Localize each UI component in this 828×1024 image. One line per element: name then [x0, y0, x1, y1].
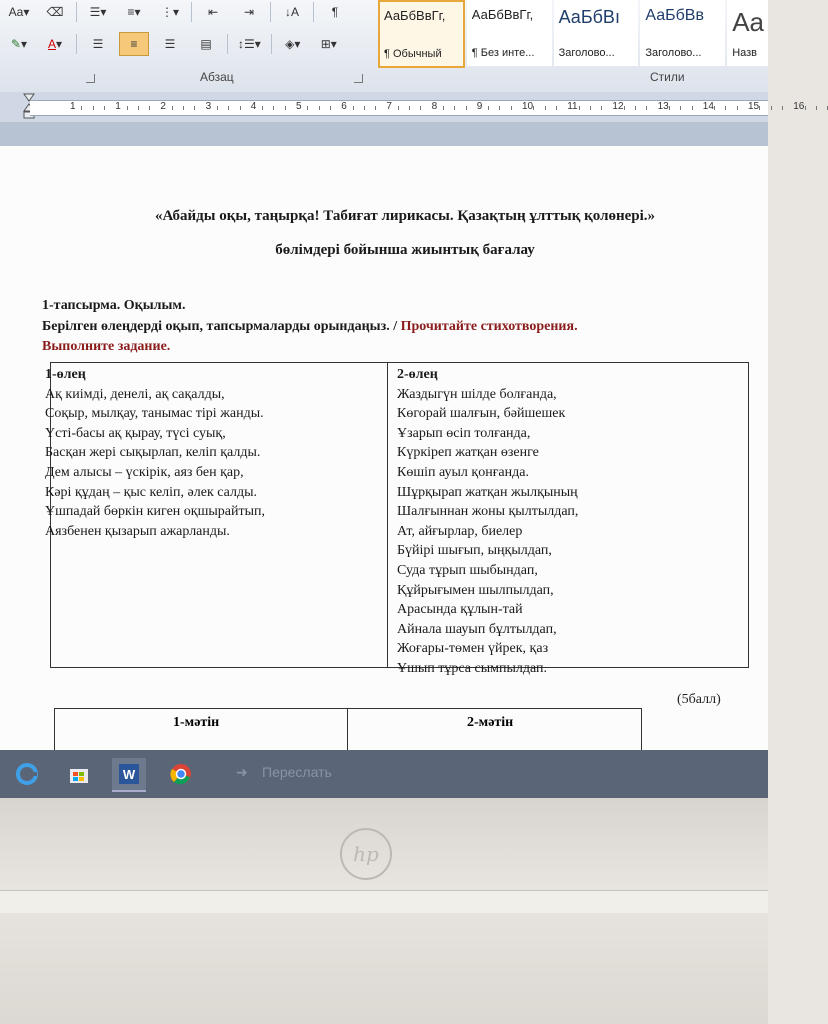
- ribbon-separator: [76, 34, 77, 54]
- ruler-tick: [680, 106, 681, 110]
- style-name: ¶ Без инте...: [471, 47, 535, 59]
- show-formatting-button[interactable]: ¶: [331, 5, 339, 19]
- ruler-tick: [319, 106, 320, 110]
- ruler-tick: [771, 106, 772, 110]
- style-name: Заголово...: [645, 47, 702, 59]
- ruler-number: 1: [70, 101, 76, 112]
- ruler-number: 14: [702, 101, 714, 112]
- ruler-tick: [420, 106, 421, 110]
- ruler-tick: [759, 106, 760, 110]
- highlight-color-button[interactable]: ✎ ▾: [10, 37, 28, 51]
- ruler-tick: [590, 106, 591, 110]
- table-header-2: 2-мәтін: [467, 715, 514, 730]
- ruler-strip: [30, 100, 805, 116]
- table-divider: [347, 709, 348, 753]
- group-label-styles: Стили: [650, 70, 685, 84]
- poem-line: Шалғыннан жоны қылтылдап,: [397, 504, 579, 520]
- increase-indent-button[interactable]: ⇥: [243, 5, 255, 19]
- table-header-1: 1-мәтін: [173, 715, 220, 730]
- style-preview: Aa: [732, 7, 764, 37]
- shading-button[interactable]: ◈▾: [285, 37, 301, 51]
- horizontal-ruler[interactable]: [0, 92, 805, 122]
- ruler-number: 2: [160, 101, 166, 112]
- poem-line: Айнала шауып бұлтылдап,: [397, 621, 557, 637]
- ruler-tick: [579, 106, 580, 110]
- ruler-tick: [375, 106, 376, 110]
- align-right-button[interactable]: ☰: [164, 37, 176, 51]
- style-name: Заголово...: [558, 47, 615, 59]
- ruler-tick: [816, 106, 817, 110]
- poem-line: Ұшып тұрса сымпылдап.: [397, 660, 548, 676]
- align-center-button[interactable]: ≡: [119, 32, 149, 56]
- ruler-tick: [692, 106, 693, 110]
- ruler-number: 10: [522, 101, 534, 112]
- poem-1: [45, 365, 265, 541]
- ruler-tick: [669, 106, 670, 110]
- ruler-tick: [172, 106, 173, 110]
- align-left-button[interactable]: ☰: [92, 37, 104, 51]
- ruler-tick: [737, 106, 738, 110]
- ruler-number: 15: [748, 101, 760, 112]
- poem-line: Дем алысы – үскірік, аяз бен қар,: [45, 464, 244, 480]
- poem-line: Құйрығымен шылпылдап,: [397, 582, 554, 598]
- chrome-browser-icon[interactable]: [164, 758, 198, 790]
- style-normal[interactable]: [378, 0, 465, 68]
- ruler-tick: [646, 106, 647, 110]
- ruler-number: 12: [612, 101, 624, 112]
- ruler-tick: [454, 106, 455, 110]
- ruler-tick: [556, 106, 557, 110]
- styles-gallery: [376, 0, 768, 66]
- poem-line: Жоғары-төмен үйрек, қаз: [397, 641, 549, 657]
- change-case-button[interactable]: Aa ▾: [8, 5, 30, 19]
- style-no-spacing[interactable]: [467, 0, 552, 66]
- style-title[interactable]: [727, 0, 768, 66]
- ruler-tick: [330, 106, 331, 110]
- ruler-tick: [545, 106, 546, 110]
- poem-line: Шұрқырап жатқан жылқының: [397, 484, 578, 500]
- ruler-number: 11: [567, 101, 578, 112]
- word-app-icon[interactable]: [112, 758, 146, 792]
- poem-line: Ат, айғырлар, биелер: [397, 523, 523, 539]
- task-instruction-kz: Берілген өлеңдерді оқып, тапсырмаларды орындаңыз. /: [42, 319, 398, 334]
- ruler-number: 5: [296, 101, 302, 112]
- ruler-number: 13: [657, 101, 669, 112]
- table-divider: [387, 363, 388, 667]
- ruler-tick: [364, 106, 365, 110]
- ruler-tick: [353, 106, 354, 110]
- poem-line: Жаздыгүн шілде болғанда,: [397, 386, 557, 402]
- ruler-number: 16: [793, 101, 805, 112]
- ruler-tick: [194, 106, 195, 110]
- ruler-tick: [466, 106, 467, 110]
- svg-text:W: W: [122, 767, 136, 782]
- poem-line: Соқыр, мылқау, танымас тірі жанды.: [45, 406, 264, 422]
- ruler-number: 1: [115, 101, 121, 112]
- multilevel-list-button[interactable]: ⋮▾: [160, 5, 180, 19]
- poem-line: Ақ киімді, денелі, ақ сақалды,: [45, 386, 225, 402]
- bullets-button[interactable]: ☰▾: [89, 5, 107, 19]
- font-color-icon: A: [47, 37, 56, 51]
- edge-browser-icon[interactable]: [10, 758, 44, 790]
- ribbon-separator: [313, 2, 314, 22]
- task-instruction: [42, 319, 578, 335]
- ruler-number: 8: [431, 101, 438, 112]
- ruler-tick: [127, 106, 128, 110]
- borders-button[interactable]: ⊞▾: [320, 37, 337, 51]
- store-icon[interactable]: [62, 758, 96, 790]
- laptop-edge: [0, 890, 768, 913]
- ruler-tick: [624, 106, 625, 110]
- score-label: (5балл): [677, 692, 721, 707]
- paragraph-group-launcher[interactable]: [354, 74, 363, 83]
- poem-line: Күркіреп жатқан өзенге: [397, 445, 539, 461]
- poem-line: Ұшпадай бөркін киген оқшырайтып,: [45, 504, 266, 520]
- ruler-tick: [104, 106, 105, 110]
- poem-2-heading: 2-өлең: [397, 367, 438, 382]
- ribbon: [0, 0, 768, 93]
- poem-line: Көгорай шалғын, бәйшешек: [397, 406, 566, 422]
- laptop-bezel: [0, 798, 768, 1024]
- ruler-tick: [81, 106, 82, 110]
- task-title: 1-тапсырма. Оқылым.: [42, 298, 186, 313]
- taskbar-dim-text: Переслать: [262, 764, 332, 780]
- poem-line: Аязбенен қызарып ажарланды.: [45, 523, 230, 539]
- ruler-tick: [714, 106, 715, 110]
- ruler-tick: [725, 106, 726, 110]
- ruler-tick: [273, 106, 274, 110]
- ruler-tick: [93, 106, 94, 110]
- hp-logo: hp: [340, 828, 392, 880]
- task-instruction-ru-1: Прочитайте стихотворения.: [400, 319, 578, 334]
- ribbon-separator: [191, 2, 192, 22]
- ruler-tick: [262, 106, 263, 110]
- poem-line: Басқан жері сықырлап, келіп қалды.: [45, 445, 261, 461]
- doc-title-line1: «Абайды оқы, таңырқа! Табиғат лирикасы. Қазақтың ұлттық қолөнері.»: [154, 208, 656, 224]
- ruler-tick: [511, 106, 512, 110]
- ruler-tick: [183, 106, 184, 110]
- poem-line: Арасында құлын-тай: [397, 602, 523, 618]
- poem-line: Суда тұрып шыбындап,: [397, 562, 538, 578]
- ruler-number: 3: [205, 101, 212, 112]
- ruler-number: 9: [476, 101, 483, 112]
- sort-button[interactable]: ↓A: [284, 5, 299, 19]
- font-color-button[interactable]: A ▾: [47, 37, 63, 51]
- style-heading-2[interactable]: [640, 0, 725, 66]
- forward-arrow-icon: ➜: [236, 764, 248, 780]
- taskbar: [0, 750, 768, 798]
- style-name: Назв: [732, 47, 758, 59]
- ribbon-separator: [270, 2, 271, 22]
- style-preview: АаБбВв: [645, 7, 704, 24]
- ruler-tick: [149, 106, 150, 110]
- ruler-tick: [488, 106, 489, 110]
- line-spacing-button[interactable]: ↕☰▾: [238, 37, 261, 51]
- poem-line: Үсті-басы ақ қырау, түсі суық,: [45, 425, 226, 441]
- document-page[interactable]: [0, 146, 768, 750]
- ruler-tick: [228, 106, 229, 110]
- highlighter-icon: ✎: [10, 37, 22, 51]
- decrease-indent-button[interactable]: ⇤: [207, 5, 219, 19]
- style-heading-1[interactable]: [554, 0, 639, 66]
- ruler-number: 6: [341, 101, 347, 112]
- style-preview: АаБбВı: [558, 7, 620, 27]
- ribbon-separator: [227, 34, 228, 54]
- ruler-tick: [782, 106, 783, 110]
- eraser-icon[interactable]: ⌫: [46, 5, 64, 19]
- ruler-tick: [217, 106, 218, 110]
- group-label-paragraph: Абзац: [200, 70, 234, 84]
- ribbon-separator: [271, 34, 272, 54]
- style-name: ¶ Обычный: [384, 48, 442, 60]
- ruler-tick: [533, 106, 534, 110]
- poem-line: Ұзарып өсіп толғанда,: [397, 425, 531, 441]
- ruler-tick: [443, 106, 444, 110]
- ruler-tick: [409, 106, 410, 110]
- poem-line: Кәрі құдаң – қыс келіп, әлек салды.: [45, 484, 257, 500]
- ruler-tick: [285, 106, 286, 110]
- task-instruction-ru-2: Выполните задание.: [42, 339, 171, 354]
- numbering-button[interactable]: ≡▾: [127, 5, 141, 19]
- ruler-number: 4: [250, 101, 257, 112]
- ruler-number: 7: [386, 101, 392, 112]
- poem-line: Көшіп ауыл қонғанда.: [397, 464, 529, 480]
- ruler-tick: [240, 106, 241, 110]
- justify-button[interactable]: ▤: [200, 37, 212, 51]
- ruler-tick: [398, 106, 399, 110]
- ruler-tick: [601, 106, 602, 110]
- font-group-launcher[interactable]: [86, 74, 95, 83]
- ruler-tick: [635, 106, 636, 110]
- poems-table: [45, 362, 749, 676]
- ruler-tick: [499, 106, 500, 110]
- style-preview: АаБбВвГг,: [384, 8, 446, 23]
- poem-1-heading: 1-өлең: [45, 367, 86, 382]
- task-instruction-line2: [42, 339, 170, 355]
- ribbon-separator: [76, 2, 77, 22]
- document-area: [0, 122, 768, 750]
- texts-table: [54, 708, 642, 753]
- ruler-tick: [138, 106, 139, 110]
- ruler-tick: [307, 106, 308, 110]
- style-preview: АаБбВвГг,: [471, 7, 534, 22]
- doc-title-line2: бөлімдері бойынша жиынтық бағалау: [275, 242, 535, 258]
- ruler-tick: [805, 106, 806, 110]
- poem-line: Бүйірі шығып, ыңқылдап,: [397, 543, 552, 559]
- poem-2: [397, 365, 578, 679]
